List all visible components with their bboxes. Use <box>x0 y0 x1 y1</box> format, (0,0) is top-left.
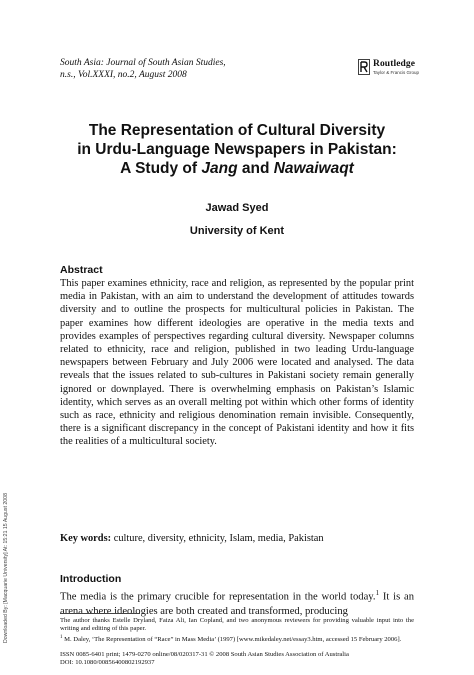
abstract-body: This paper examines ethnicity, race and religion, as represented by the popular print media in Pakistan, with an aim to understand the development of attitudes towards diversity and to outline the prospects for multicultural policies in Pakistan. The paper examines how different ideologies are operative in the media texts and provides examples of perspectives regarding cultural diversity. Newspaper columns related to ethnicity, race and religion, published in two leading Urdu-language newspapers between February and July 2006 were located and analysed. The data reveals that the issues related to sub-cultures in Pakistani society remain generally ignored or downplayed. There is overwhelming emphasis on Pakistan’s Islamic identity, which serves as an overall melting pot within which other forms of identity such as race, ethnicity and religious denomination remain invisible. Consequently, there is a significant discrepancy in the concept of Pakistani identity and how it fits the realities of a multicultural society. <box>60 278 414 448</box>
title-line-2: in Urdu-Language Newspapers in Pakistan: <box>77 141 397 158</box>
journal-line-2: n.s., Vol.XXXI, no.2, August 2008 <box>60 70 187 80</box>
title-line-3-prefix: A Study of <box>120 160 202 177</box>
keywords <box>60 533 414 544</box>
doi-line: DOI: 10.1080/00856400802192937 <box>60 659 155 667</box>
paper-title <box>40 121 434 178</box>
issn-block <box>60 651 420 668</box>
author-name: Jawad Syed <box>205 202 269 214</box>
publisher-logo <box>358 59 428 81</box>
footnote-1-marker: 1 <box>60 634 63 640</box>
keywords-label: Key words: <box>60 533 112 544</box>
title-newspaper-2: Nawaiwaqt <box>273 160 354 177</box>
publisher-subtitle: Taylor & Francis Group <box>373 70 420 75</box>
footnote-ref-1[interactable]: 1 <box>375 589 380 597</box>
footnote-1-text: M. Daley, ‘The Representation of “Race” in Mass Media’ (1997) [www.mikedaley.net/essay3.htm, accessed 15 February 2006]. <box>62 635 402 643</box>
abstract-heading: Abstract <box>60 264 103 276</box>
title-line-1: The Representation of Cultural Diversity <box>88 122 386 139</box>
download-stamp <box>3 213 17 643</box>
footnotes <box>60 617 414 644</box>
footnote-1 <box>60 634 414 644</box>
issn-line: ISSN 0085-6401 print; 1479-0270 online/08/020317-31 © 2008 South Asian Studies Association of Australia <box>60 651 349 658</box>
routledge-r-icon <box>358 59 370 75</box>
journal-citation <box>60 57 320 81</box>
intro-text-before: The media is the primary crucible for representation in the world today. <box>60 591 376 603</box>
keywords-values: culture, diversity, ethnicity, Islam, media, Pakistan <box>113 533 324 544</box>
intro-text-after: It is an arena where ideologies are both created and transformed, producing <box>60 591 414 617</box>
footnote-divider <box>60 613 140 614</box>
title-newspaper-1: Jang <box>201 160 238 177</box>
publisher-name: Routledge <box>373 59 416 69</box>
author-affiliation: University of Kent <box>189 225 285 237</box>
download-stamp-text: Downloaded By: [Macquarie University] At: 15:21 15 August 2008 <box>3 493 9 643</box>
journal-line-1: South Asia: Journal of South Asian Studies, <box>60 58 226 68</box>
title-line-3-and: and <box>237 160 274 177</box>
title-line-3 <box>40 159 434 178</box>
acknowledgement: The author thanks Estelle Dryland, Faiza Ali, Ian Copland, and two anonymous reviewers for providing valuable input into the writing and editing of this paper. <box>60 617 414 633</box>
introduction-heading: Introduction <box>60 573 122 585</box>
